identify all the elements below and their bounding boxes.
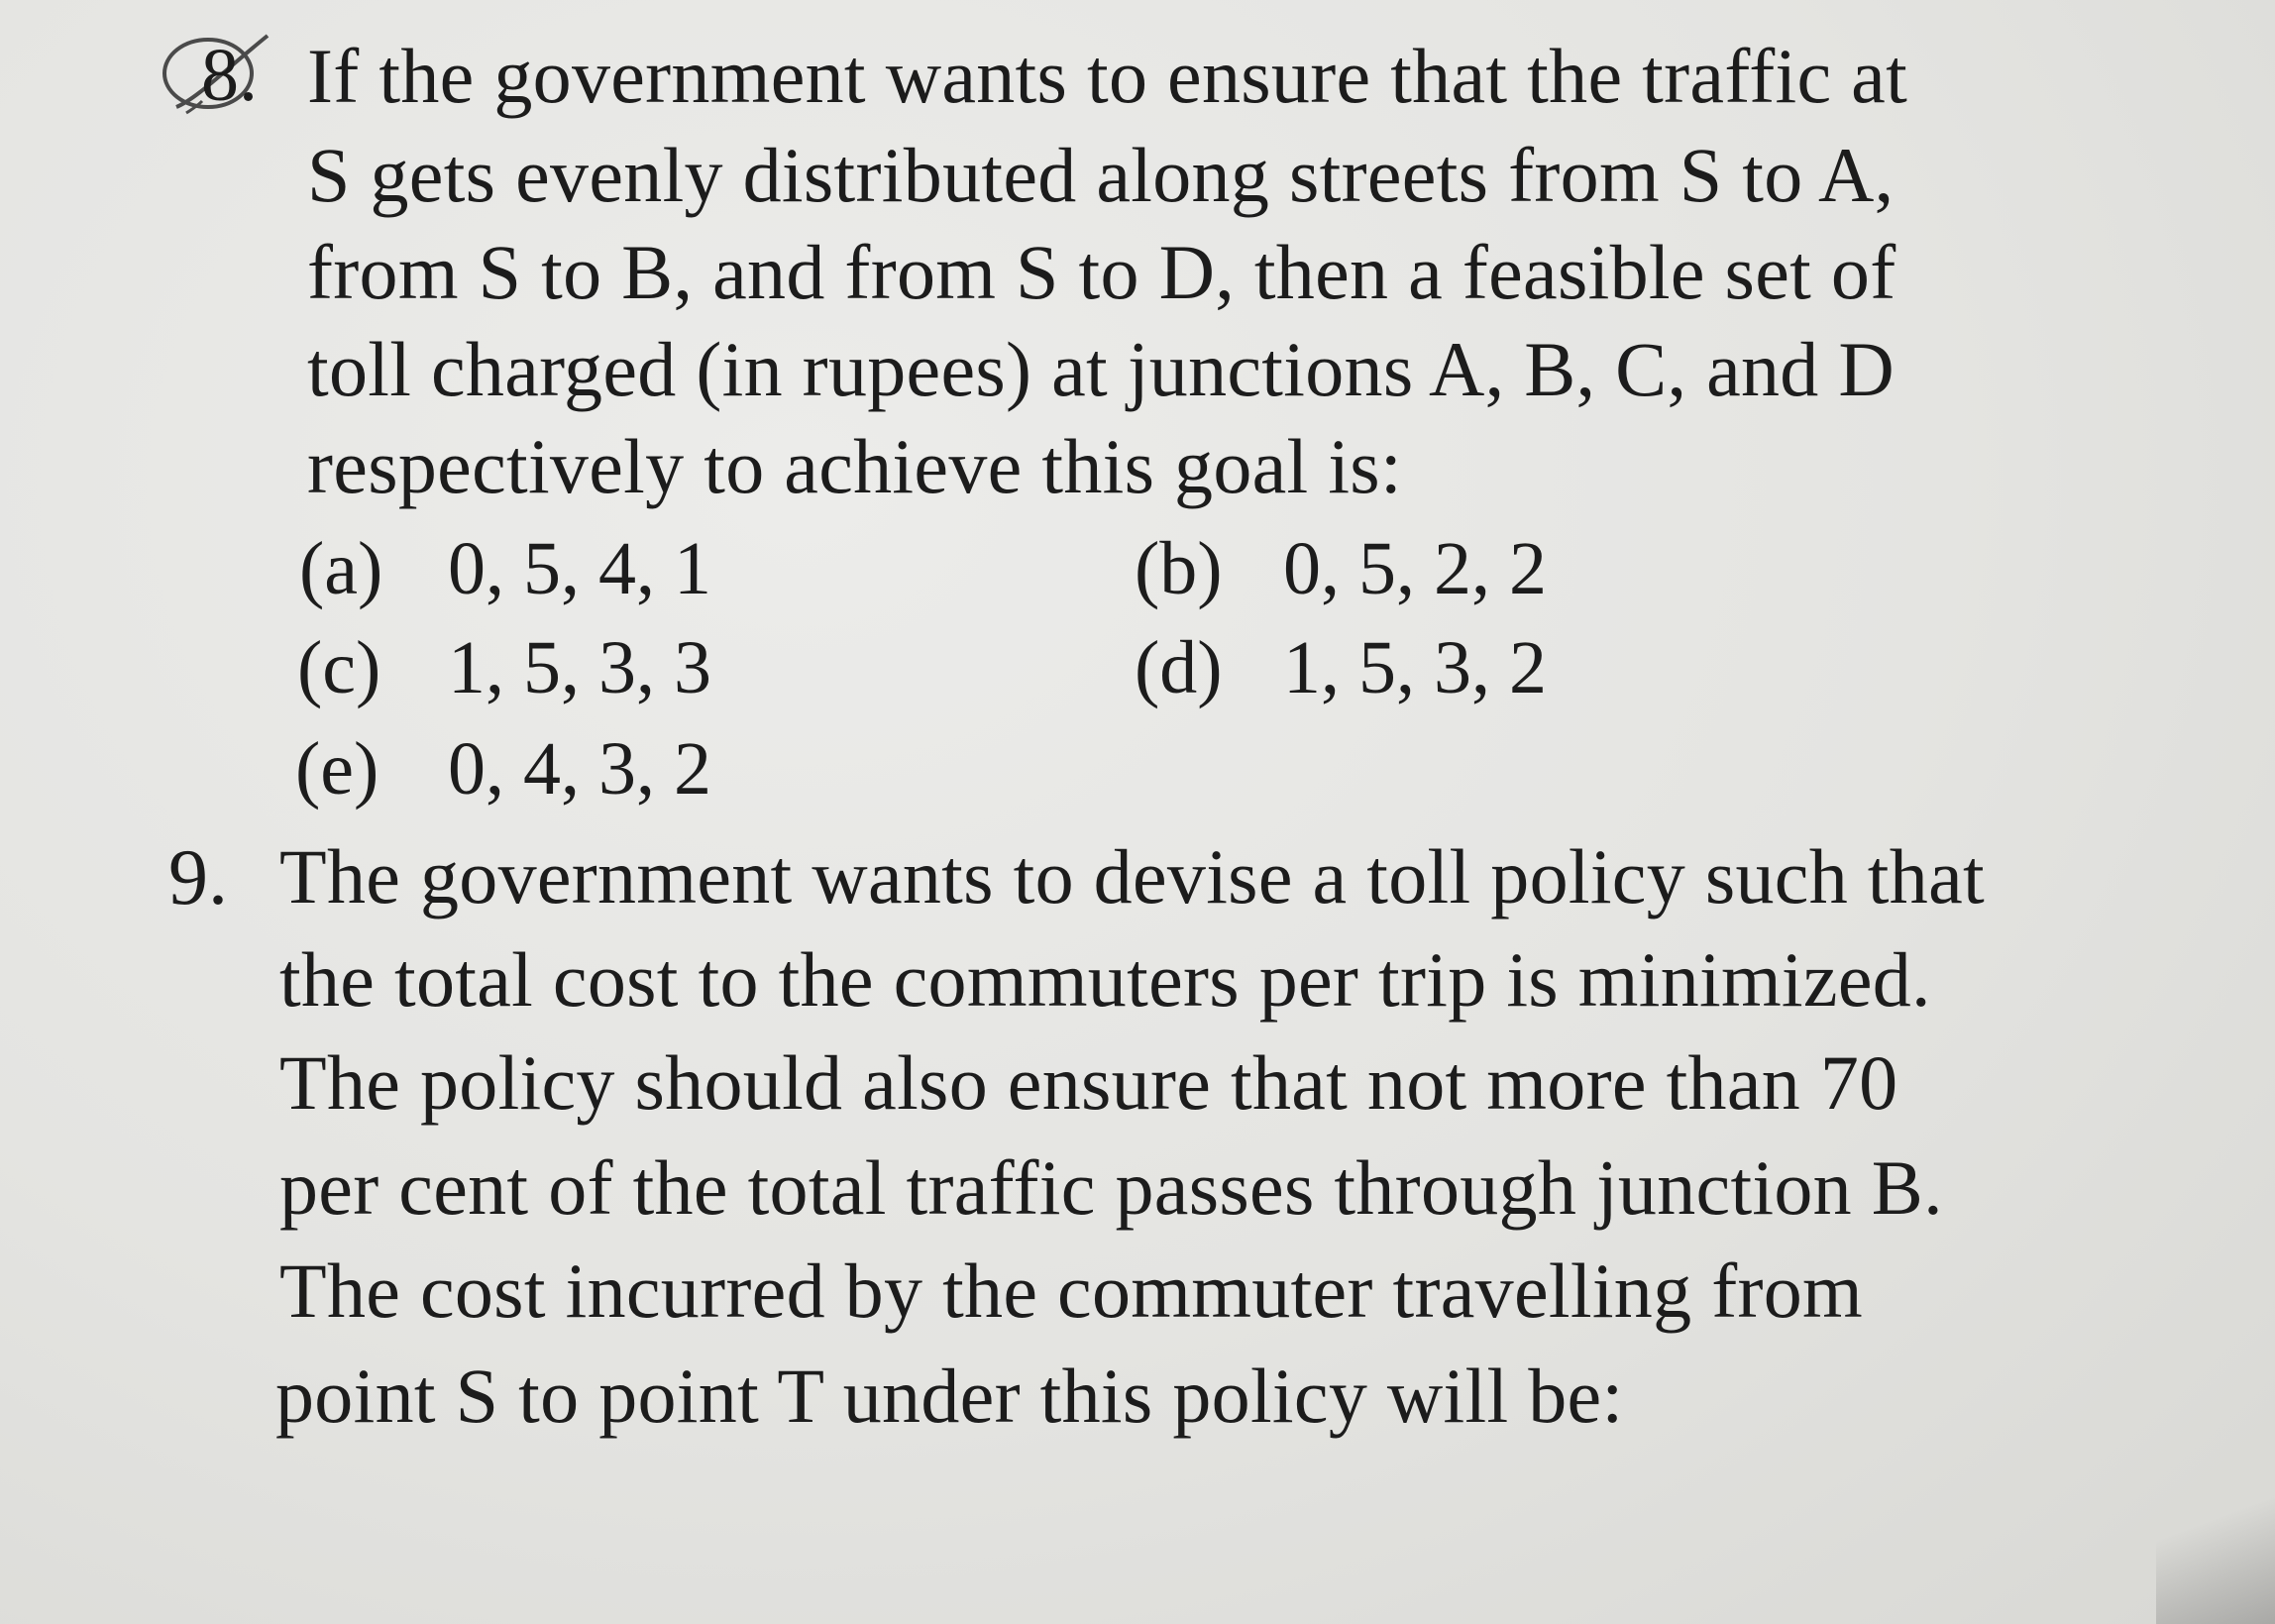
option-d-label: (d): [1135, 626, 1223, 709]
option-c-label: (c): [297, 626, 381, 709]
question-9-line-6: point S to point T under this policy will be:: [275, 1353, 1624, 1439]
question-9-line-4: per cent of the total traffic passes through junction B.: [279, 1144, 1943, 1231]
question-9-line-3: The policy should also ensure that not more than 70: [279, 1039, 1898, 1126]
page-shadow: [2156, 1485, 2275, 1624]
option-b-value: 0, 5, 2, 2: [1283, 527, 1547, 610]
question-9-line-1: The government wants to devise a toll policy such that: [279, 833, 1985, 920]
option-a-value: 0, 5, 4, 1: [448, 527, 711, 610]
option-d-value: 1, 5, 3, 2: [1283, 626, 1547, 709]
option-a-label: (a): [299, 527, 383, 610]
question-9-line-5: The cost incurred by the commuter travelling from: [279, 1247, 1864, 1334]
option-b-label: (b): [1135, 527, 1223, 610]
question-8-line-3: from S to B, and from S to D, then a feasible set of: [307, 229, 1896, 315]
question-9-line-2: the total cost to the commuters per trip is minimized.: [279, 936, 1931, 1023]
option-e-value: 0, 4, 3, 2: [448, 727, 711, 811]
option-e-label: (e): [295, 727, 379, 811]
question-8-number: 8.: [201, 34, 258, 117]
option-c-value: 1, 5, 3, 3: [448, 626, 711, 709]
question-8-line-4: toll charged (in rupees) at junctions A, B, C, and D: [307, 326, 1896, 412]
question-8-line-2: S gets evenly distributed along streets from S to A,: [307, 132, 1895, 218]
question-8-line-1: If the government wants to ensure that the traffic at: [307, 33, 1908, 119]
question-9-number: 9.: [168, 834, 228, 921]
question-8-line-5: respectively to achieve this goal is:: [307, 423, 1402, 509]
